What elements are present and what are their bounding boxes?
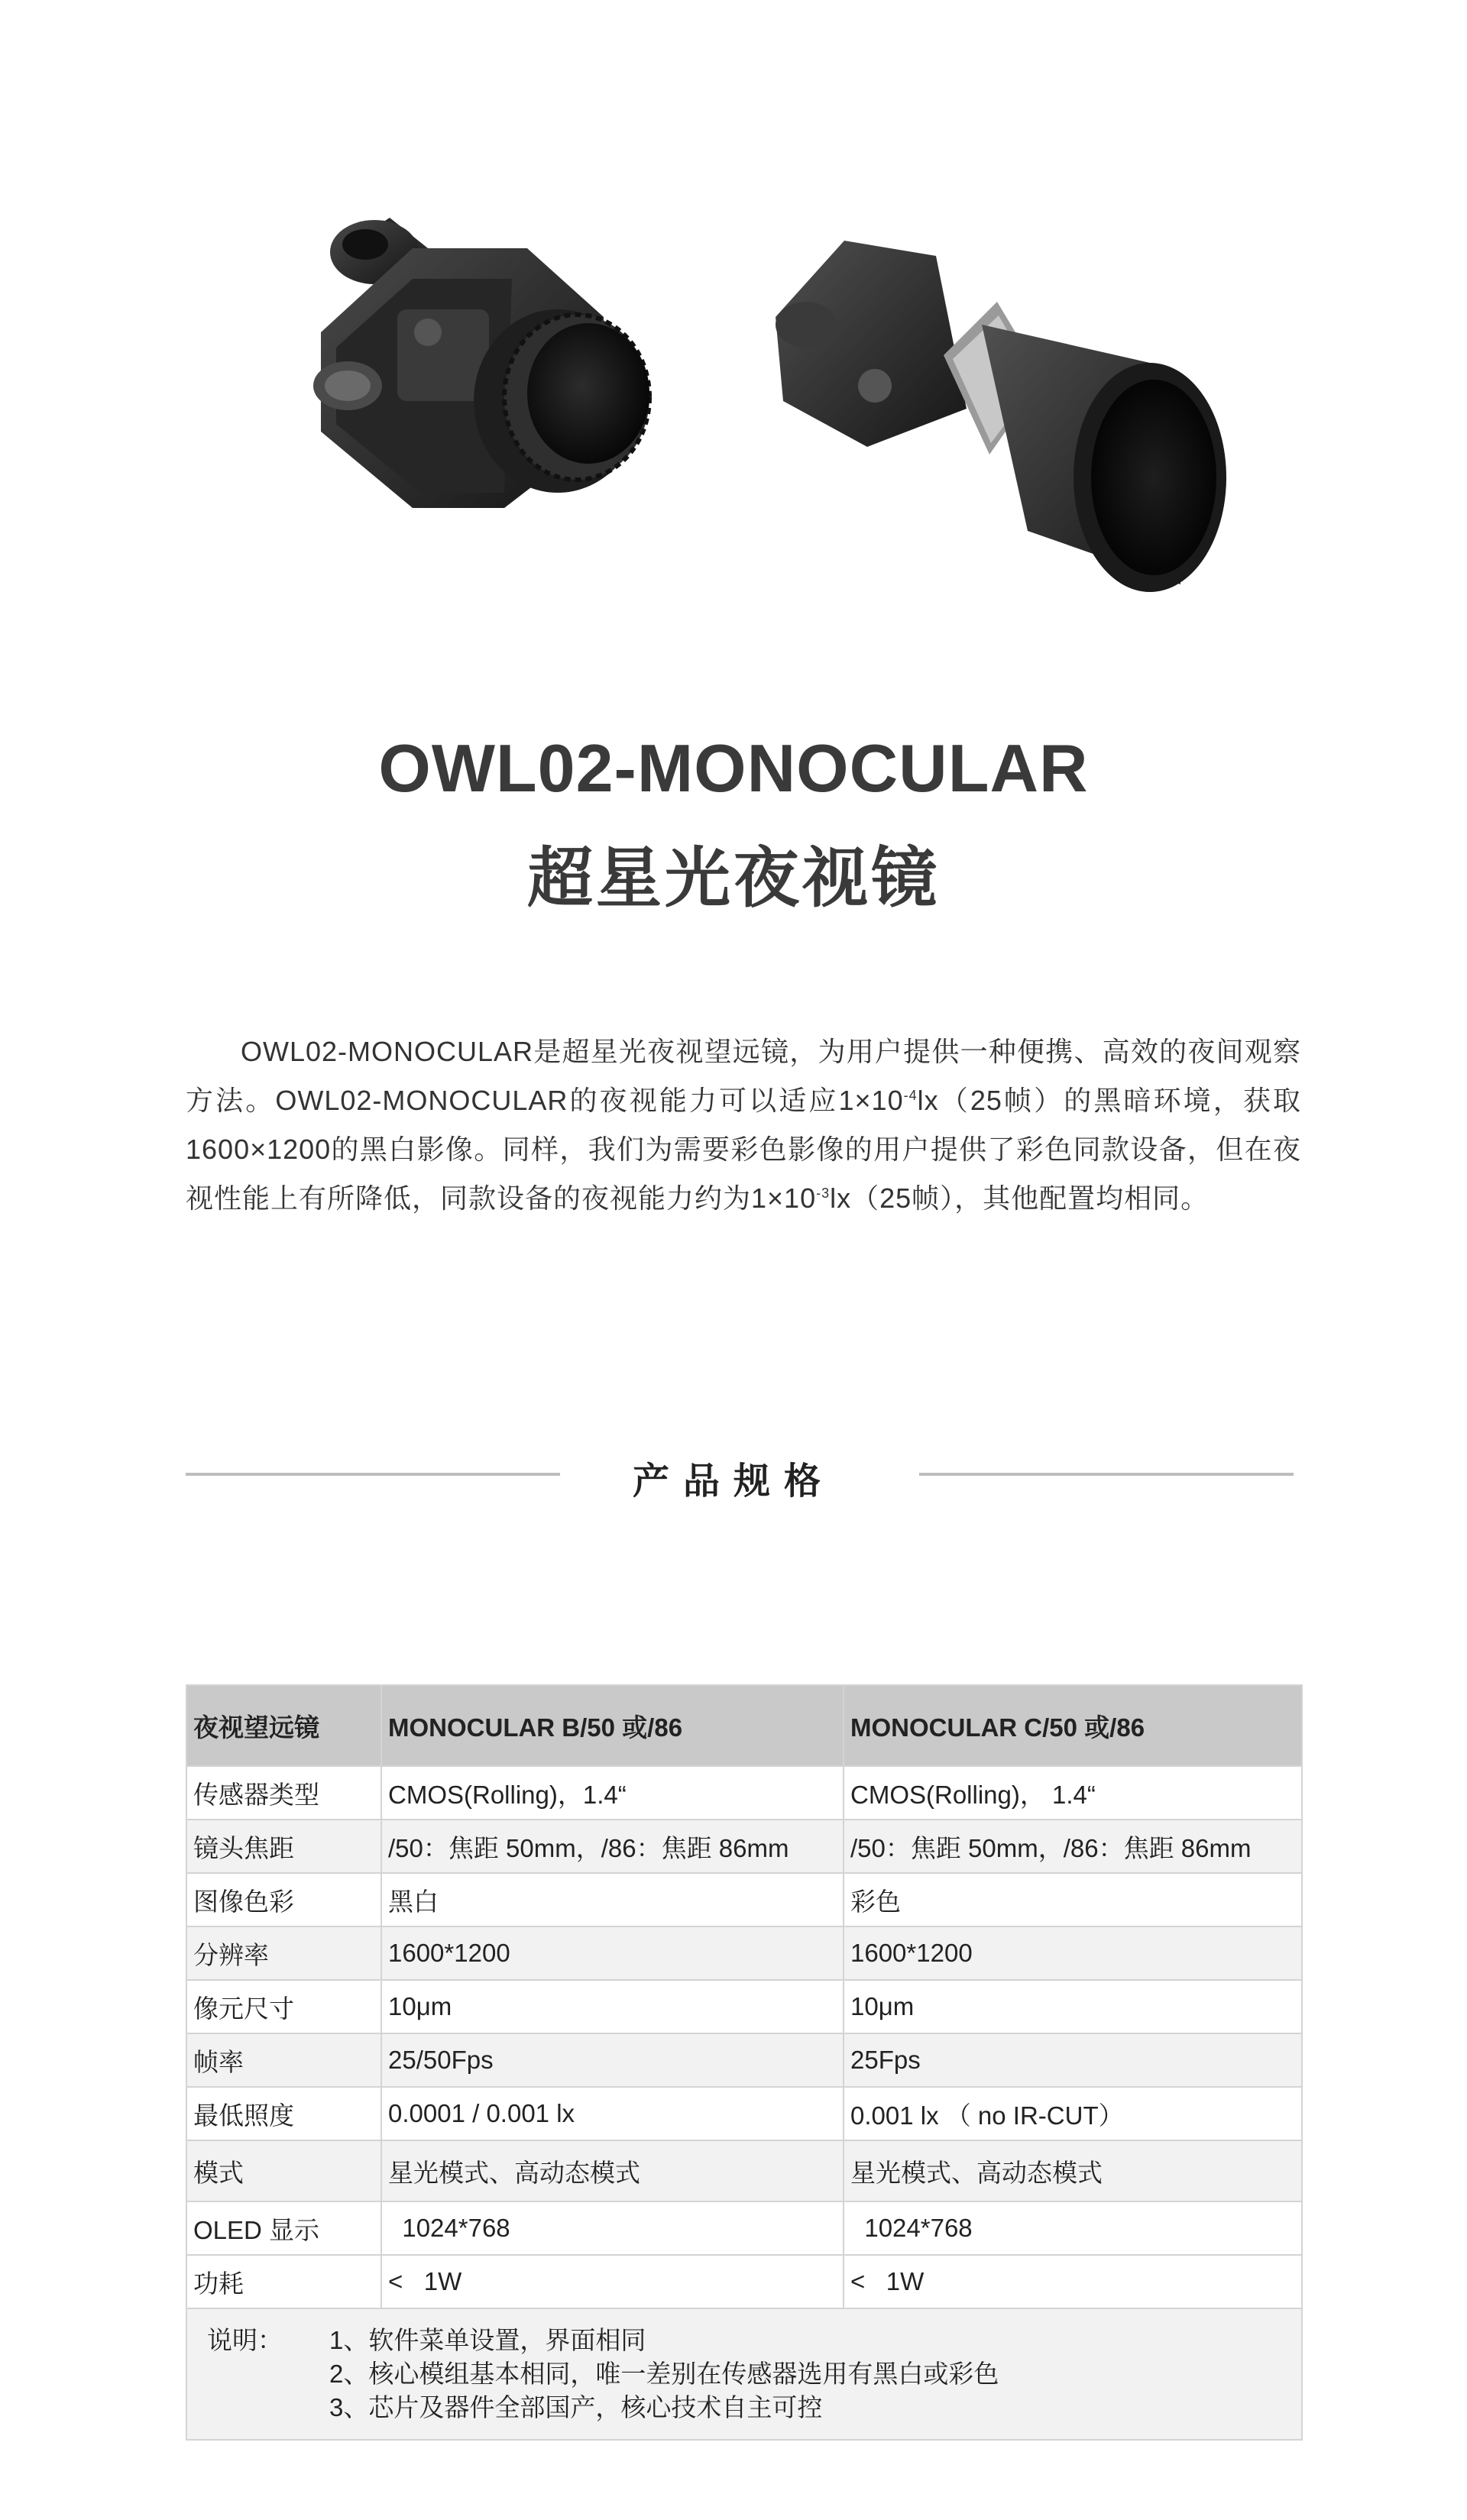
spec-header-row <box>186 1685 1302 1766</box>
intro-paragraph <box>186 1027 1301 1223</box>
spec-label-cell: 最低照度 <box>186 2087 381 2140</box>
table-row <box>186 1926 1302 1980</box>
product-image-telescope <box>753 225 1234 592</box>
spec-label-cell: 模式 <box>186 2140 381 2201</box>
spec-value-cell: < 1W <box>381 2255 844 2308</box>
table-row <box>186 2033 1302 2087</box>
spec-value-cell: 1024*768 <box>381 2201 844 2255</box>
night-vision-monocular-compact-icon <box>275 202 672 523</box>
intro-exponent-2: -3 <box>816 1186 831 1201</box>
table-row <box>186 1980 1302 2033</box>
section-title-specs: 产品规格 <box>632 1461 834 1502</box>
notes-label: 说明： <box>207 2326 283 2354</box>
spec-value-cell: /50：焦距 50mm，/86：焦距 86mm <box>844 1820 1302 1873</box>
spec-value-cell: 10μm <box>844 1980 1302 2033</box>
spec-table <box>186 1684 1303 2441</box>
table-row <box>186 2255 1302 2308</box>
spec-value-cell: 星光模式、高动态模式 <box>844 2140 1302 2201</box>
table-row <box>186 1873 1302 1926</box>
spec-value-cell: < 1W <box>844 2255 1302 2308</box>
spec-label-cell: 镜头焦距 <box>186 1820 381 1873</box>
spec-value-cell: CMOS(Rolling)， 1.4“ <box>844 1766 1302 1820</box>
notes-list <box>329 2324 999 2425</box>
table-row <box>186 2201 1302 2255</box>
table-row <box>186 2140 1302 2201</box>
spec-value-cell: CMOS(Rolling)，1.4“ <box>381 1766 844 1820</box>
spec-value-cell: 1600*1200 <box>844 1926 1302 1980</box>
note-item: 3、芯片及器件全部国产，核心技术自主可控 <box>329 2393 823 2421</box>
spec-value-cell: 星光模式、高动态模式 <box>381 2140 844 2201</box>
spec-value-cell: 25Fps <box>844 2033 1302 2087</box>
spec-header-cell: 夜视望远镜 <box>186 1685 381 1766</box>
spec-value-cell: 10μm <box>381 1980 844 2033</box>
spec-value-cell: 黑白 <box>381 1873 844 1926</box>
spec-value-cell: 1600*1200 <box>381 1926 844 1980</box>
night-vision-monocular-telescope-icon <box>753 225 1234 592</box>
spec-label-cell: 像元尺寸 <box>186 1980 381 2033</box>
notes-cell <box>186 2308 1302 2440</box>
table-row <box>186 2087 1302 2140</box>
intro-exponent-1: -4 <box>903 1088 918 1103</box>
spec-value-cell: /50：焦距 50mm，/86：焦距 86mm <box>381 1820 844 1873</box>
spec-label-cell: 帧率 <box>186 2033 381 2087</box>
spec-value-cell: 彩色 <box>844 1873 1302 1926</box>
product-image-compact <box>275 202 672 523</box>
notes-block <box>207 2324 1281 2425</box>
intro-text-1: OWL02-MONOCULAR是超星光夜视望远镜，为用户提供一种便携、高效的夜间观察方法。OWL02-MONOCULAR的夜视能力可以适应1×10 <box>186 1036 1301 1116</box>
spec-header-cell: MONOCULAR C/50 或/86 <box>844 1685 1302 1766</box>
table-row <box>186 1766 1302 1820</box>
spec-value-cell: 0.001 lx （ no IR-CUT） <box>844 2087 1302 2140</box>
notes-row <box>186 2308 1302 2440</box>
product-name-title: 超星光夜视镜 <box>527 842 940 915</box>
spec-value-cell: 0.0001 / 0.001 lx <box>381 2087 844 2140</box>
spec-label-cell: 图像色彩 <box>186 1873 381 1926</box>
note-item: 1、软件菜单设置，界面相同 <box>329 2326 646 2354</box>
intro-text-2: lx（25帧）的黑暗环境，获取1600×1200的黑白影像。同样，我们为需要彩色影像的用户提供了彩色同款设备，但在夜视性能上有所降低，同款设备的夜视能力约为1×10 <box>186 1085 1301 1214</box>
note-item: 2、核心模组基本相同，唯一差别在传感器选用有黑白或彩色 <box>329 2360 999 2388</box>
table-row <box>186 1820 1302 1873</box>
product-model-title: OWL02-MONOCULAR <box>378 730 1089 806</box>
spec-label-cell: 功耗 <box>186 2255 381 2308</box>
spec-label-cell: 分辨率 <box>186 1926 381 1980</box>
spec-value-cell: 1024*768 <box>844 2201 1302 2255</box>
spec-label-cell: 传感器类型 <box>186 1766 381 1820</box>
spec-label-cell: OLED 显示 <box>186 2201 381 2255</box>
spec-header-cell: MONOCULAR B/50 或/86 <box>381 1685 844 1766</box>
intro-text-3: lx（25帧），其他配置均相同。 <box>830 1182 1210 1214</box>
spec-value-cell: 25/50Fps <box>381 2033 844 2087</box>
